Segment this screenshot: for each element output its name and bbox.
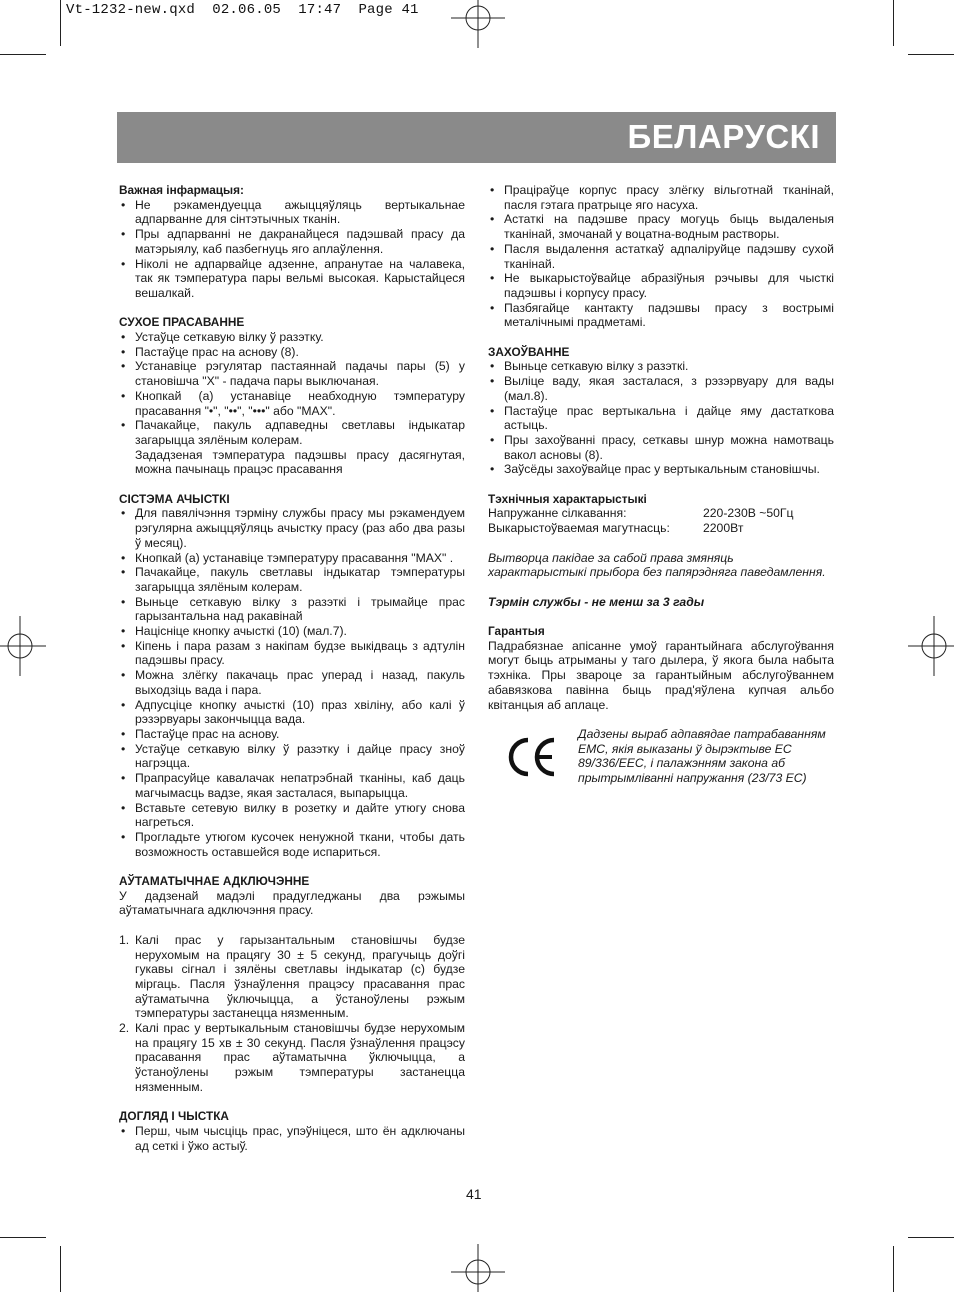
section-intro: У дадзенай мадэлі прадугледжаны два рэжымы аўтаматычнага адключэння прасу.	[119, 888, 465, 918]
list-item: 2. Калі прас у вертыкальным становішчы будзе нерухомым на працягу 15 хв ± 30 секунд. Пасля ўзнаўлення працэсу прасавання прас аўтаматычна ўключыцца, а ўстаноўлены рэжым тэмпературы застанецца нязменным.	[119, 1021, 465, 1094]
list-item: • Пастаўце прас на аснову.	[121, 726, 280, 741]
list-item: • Устаўце сеткавую вілку ў разэтку.	[121, 330, 324, 345]
care-cleaning-continued	[488, 183, 834, 330]
list-item: • Ніколі не адпарвайце адзенне, апранутае на чалавека, так як тэмпература пары вельмі высокая. Карыстайцеся вешалкай.	[121, 256, 465, 300]
list-item: • Націсніце кнопку ачысткі (10) (мал.7).	[121, 624, 347, 639]
service-life: Тэрмін службы - не менш за 3 гады	[488, 594, 705, 609]
warranty-text: Падрабязнае апісанне умоў гарантыйнага абслугоўвання могут быць атрыманы у таго дылера, ў якога была набыта тэхніка. Пры звароце за гарантыйным абслугоўваннем абавязкова павінна быць прад'яўлена купчая альбо квітанцыя аб аплаце.	[488, 638, 834, 712]
spec-value: 220-230В ~50Гц	[703, 506, 794, 521]
list-item: • Кнопкай (а) устанавіце тэмпературу прасавання "MAX" .	[121, 550, 454, 565]
spec-row	[488, 521, 834, 536]
list-item: • Пры захоўванні прасу, сеткавы шнур можна намотваць вакол асновы (8).	[490, 432, 834, 462]
specs-section	[488, 492, 834, 536]
section-heading: АЎТАМАТЫЧНАЕ АДКЛЮЧЭННЕ	[119, 874, 310, 888]
care-cleaning-section	[119, 1109, 465, 1153]
list-item: • Устанавіце рэгулятар пастаяннай падачы пары (5) у становішча "X" - падача пары выключаная.	[121, 359, 465, 389]
spec-label: Выкарыстоўваемая магутнасць:	[488, 521, 670, 536]
section-heading: ЗАХОЎВАННЕ	[488, 344, 570, 359]
bullet-list	[119, 506, 465, 859]
list-item: • Выньце сеткавую вілку з разэткі і трымайце прас гарызантальна над ракавінай	[121, 594, 465, 624]
ce-compliance-text: Дадзены выраб адпавядае патрабаванням EMC, якія выказаны ў дырэктыве ЕС 89/336/EEC, і палажэнням закона аб прытрымліванні напружання (23/73 ЕС)	[578, 726, 826, 786]
ce-compliance	[488, 727, 834, 787]
crop-mark	[0, 1237, 46, 1238]
numbered-list	[119, 933, 465, 1095]
bullet-list	[119, 198, 465, 301]
list-item: 1. Калі прас у гарызантальным становішчы будзе нерухомым на працягу 30 ± 5 секунд, прагучыць доўгі гукавы сігнал і зялёны светлавы індыкатар (с) будзе міргаць. Пасля ўзнаўлення працэсу прасавання прас аўтаматычна ўключыцца, а ўстаноўлены рэжым тэмпературы застанецца нязменным.	[119, 932, 465, 1021]
right-column	[488, 183, 834, 787]
crop-mark	[60, 1246, 61, 1292]
section-heading: ДОГЛЯД І ЧЫСТКА	[119, 1109, 229, 1124]
spec-label: Напружанне сілкавання:	[488, 506, 627, 521]
ce-mark-icon	[488, 727, 578, 787]
bullet-list	[119, 330, 465, 477]
registration-mark-icon	[451, 0, 505, 48]
list-item: • Кіпень і пара разам з накіпам будзе выкідваць з адтулін падэшвы прасу.	[121, 638, 465, 668]
banner-title: БЕЛАРУСКІ	[627, 118, 820, 155]
list-item: • Вставьте сетевую вилку в розетку и дайте утюгу снова нагреться.	[121, 800, 465, 830]
language-banner	[117, 112, 836, 163]
list-item: • Не выкарыстоўвайце абразіўныя рэчывы для чысткі падэшвы і корпусу прасу.	[490, 271, 834, 300]
list-item: • Для павялічэння тэрміну службы прасу мы рэкамендуем рэгулярна ажыццяўляць ачыстку прасу (раз або два разы ў месяц).	[121, 506, 465, 550]
list-item: • Пастаўце прас на аснову (8).	[121, 344, 299, 359]
section-heading: Гарантыя	[488, 624, 545, 639]
warranty-section	[488, 624, 834, 712]
bullet-list	[488, 359, 834, 477]
section-heading: Важная інфармацыя:	[119, 183, 244, 197]
storage-section	[488, 345, 834, 477]
list-item: • Устаўце сеткавую вілку ў разэтку і дайце прасу зноў нагрэцца.	[121, 741, 465, 771]
crop-mark	[908, 1237, 954, 1238]
section-heading: СУХОЕ ПРАСАВАННЕ	[119, 315, 245, 330]
list-item: • Прапрасуйце кавалачак непатрэбнай тканіны, каб даць магчымасць вадзе, якая засталася, выпарыцца.	[121, 771, 465, 800]
list-item: • Адпусціце кнопку ачысткі (10) праз хвіліну, або калі ў рэзэрвуары закончыцца вада.	[121, 697, 465, 727]
list-item: • Заўсёды захоўвайце прас у вертыкальным становішчы.	[490, 462, 820, 477]
registration-mark-icon	[908, 616, 954, 676]
crop-mark	[893, 0, 894, 46]
registration-mark-icon	[0, 616, 46, 676]
important-info-section	[119, 183, 465, 301]
bullet-list	[119, 1124, 465, 1153]
crop-mark	[893, 1246, 894, 1292]
crop-mark	[0, 54, 46, 55]
bullet-list	[488, 183, 834, 330]
list-item: • Пачакайце, пакуль светлавы індыкатар тэмпературы загарыцца зялёным колерам.	[121, 565, 465, 594]
list-item: • Праціраўце корпус прасу злёгку вільготнай тканінай, пасля гэтага пратрыце яго насуха.	[490, 183, 834, 212]
list-item: • Перш, чым чысціць прас, упэўніцеся, што ён адключаны ад сеткі і ўжо астыў.	[121, 1123, 465, 1153]
list-item: • Пазбягайце кантакту падэшвы прасу з вострымі металічнымі прадметамі.	[490, 300, 834, 330]
list-item: • Пачакайце, пакуль адпаведны светлавы індыкатар загарыцца зялёным колерам. Зададзеная тэмпература падэшвы прасу дасягнутая, можна пачынаць працэс прасавання	[121, 418, 465, 477]
crop-mark	[908, 54, 954, 55]
list-item: • Пры адпарванні не дакранайцеся падэшвай прасу да матэрыялу, каб пазбегнуць яго аплаўлення.	[121, 227, 465, 256]
auto-shutoff-section	[119, 874, 465, 1095]
list-item: • Выліце ваду, якая засталася, з рэзэрвуару для вады (мал.8).	[490, 374, 834, 403]
section-heading: СІСТЭМА АЧЫСТКІ	[119, 491, 230, 506]
left-column	[119, 183, 465, 1168]
list-item: • Пастаўце прас вертыкальна і дайце яму дастатковa астыць.	[490, 403, 834, 433]
file-slug: Vt-1232-new.qxd 02.06.05 17:47 Page 41	[66, 2, 419, 18]
spec-row	[488, 506, 834, 521]
manufacturer-notice: Вытворца пакідае за сабой права змяняць характарыстыкі прыбора без папярэдняга паведамлення.	[488, 550, 826, 580]
spec-value: 2200Вт	[703, 521, 744, 536]
list-item: • Можна злёгку пакачаць прас уперад і назад, пакуль выходзіць вада і пара.	[121, 668, 465, 697]
cleaning-system-section	[119, 492, 465, 860]
list-item: • Не рэкамендуецца ажыццяўляць вертыкальнае адпарванне для сінтэтычных тканін.	[121, 197, 465, 227]
page-number: 41	[466, 1186, 482, 1202]
crop-mark	[60, 0, 61, 46]
list-item: • Кнопкай (а) устанавіце неабходную тэмпературу прасавання "•", "••", "•••" або "MAX".	[121, 388, 465, 418]
registration-mark-icon	[451, 1244, 505, 1292]
list-item: • Астаткі на падэшве прасу могуць быць выдаленыя тканінай, змочанай у воцатна-водным растворы.	[490, 212, 834, 242]
list-item: • Прогладьте утюгом кусочек ненужной ткани, чтобы дать возможность оставшейся воде испариться.	[121, 829, 465, 859]
dry-ironing-section	[119, 315, 465, 477]
section-heading: Тэхнічныя характарыстыкі	[488, 491, 647, 506]
list-item: • Пасля выдалення астаткаў адпаліруйце падэшву сухой тканінай.	[490, 241, 834, 271]
list-item: • Выньце сеткавую вілку з разэткі.	[490, 359, 689, 374]
list-item-note: Зададзеная тэмпература падэшвы прасу дасягнутая, можна пачынаць працэс прасавання	[135, 447, 465, 477]
